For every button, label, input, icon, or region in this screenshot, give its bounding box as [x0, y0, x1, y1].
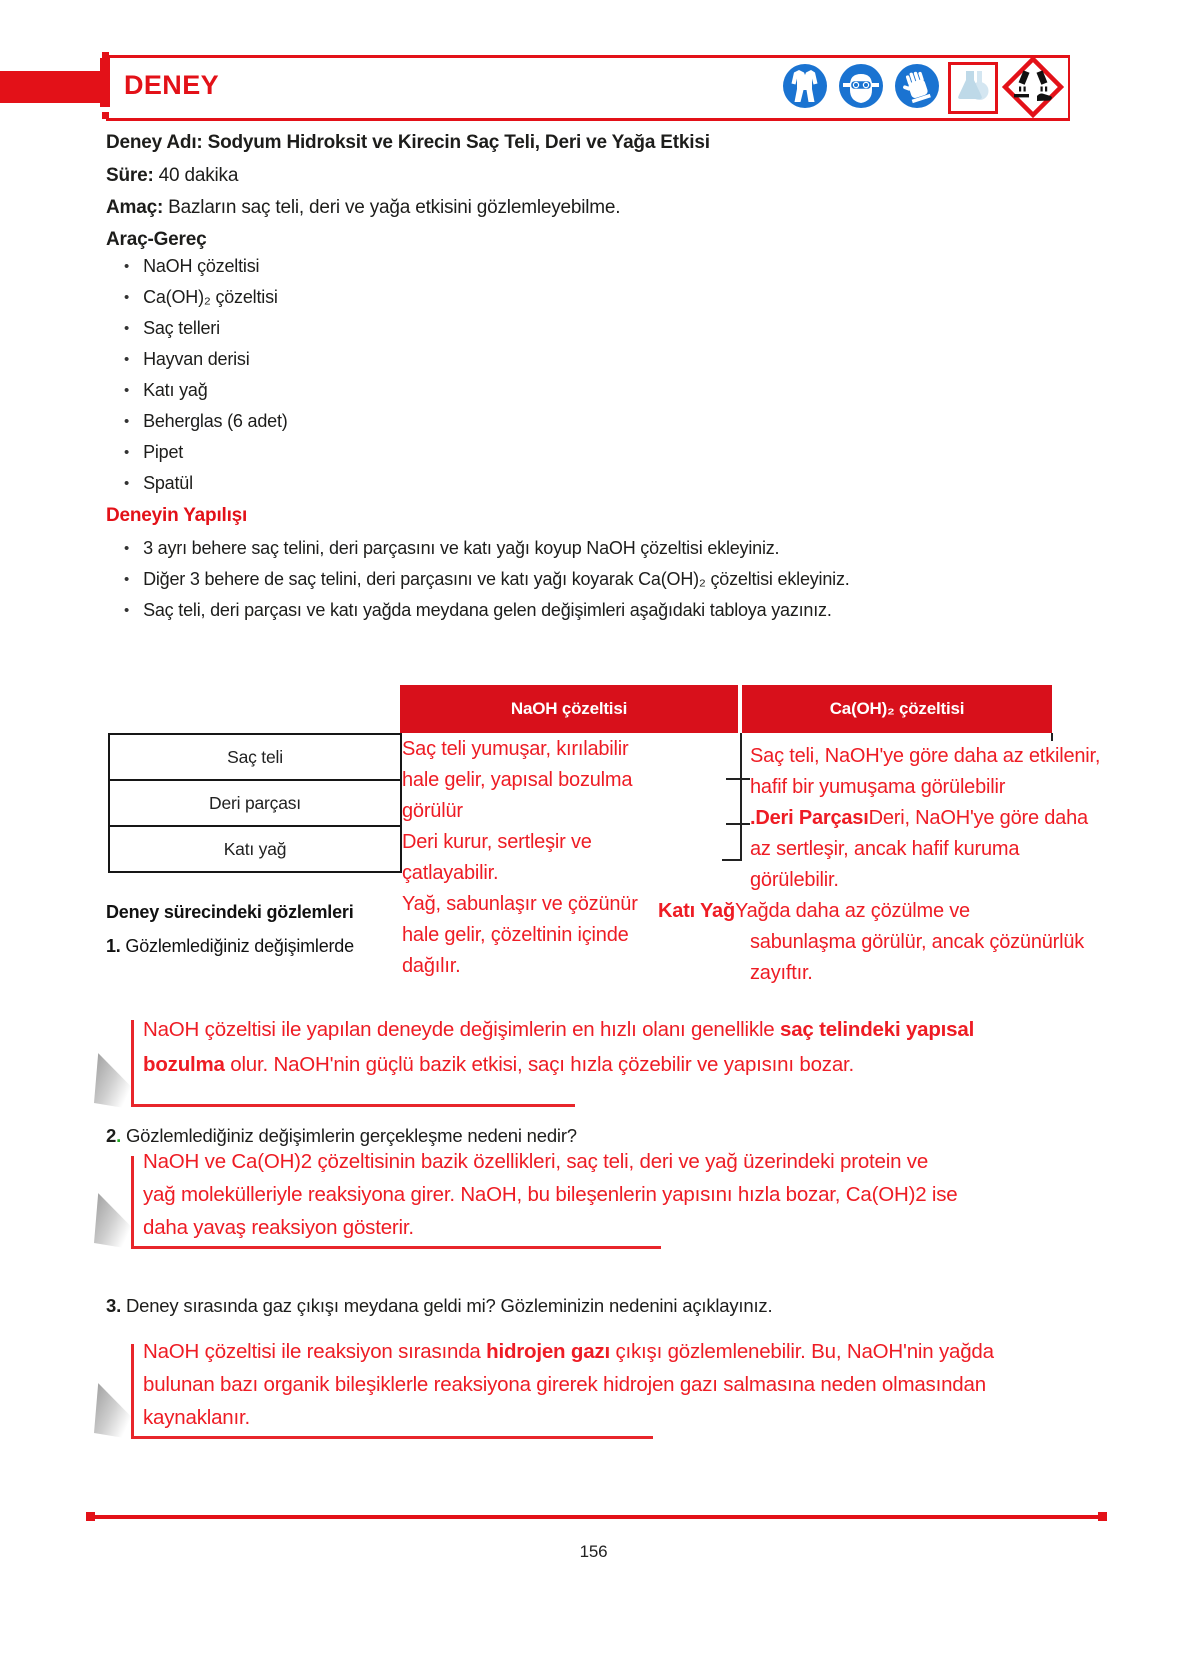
list-item: • NaOH çözeltisi	[124, 256, 259, 277]
table-answer-naoh	[402, 734, 670, 982]
answer-line: çatlayabilir.	[402, 858, 502, 889]
answer-box-3-text: NaOH çözeltisi ile reaksiyon sırasında hidrojen gazı çıkışı gözlemlenebilir. Bu, NaOH'nin yağda bulunan bazı organik bileşiklerle reaksiyona girerek hidrojen gazı salmasına neden olmasından kaynaklanır.	[143, 1340, 994, 1429]
answer-line: Saç teli, NaOH'ye göre daha az etkilenir,	[750, 741, 1104, 772]
purpose-label: Amaç:	[106, 197, 164, 218]
table-header-naoh: NaOH çözeltisi	[400, 685, 738, 733]
answer-line: hale gelir, çözeltinin içinde	[402, 920, 633, 951]
answer-line: sabunlaşma görülür, ancak çözünürlük	[750, 927, 1088, 958]
answer-box-1-shadow	[94, 1052, 136, 1110]
procedure-heading: Deneyin Yapılışı	[106, 505, 248, 526]
table-divider	[740, 733, 742, 861]
procedure-step: • Diğer 3 behere de saç telini, deri parçasını ve katı yağı koyarak Ca(OH)₂ çözeltisi ekleyiniz.	[124, 569, 850, 590]
protective-clothing-icon	[782, 63, 828, 114]
answer-line: .Deri ParçasıDeri, NaOH'ye göre daha	[750, 803, 1092, 834]
corrosive-hazard-icon	[1002, 56, 1064, 123]
answer-line: dağılır.	[402, 951, 464, 982]
answer-box-1-text: NaOH çözeltisi ile yapılan deneyde değişimlerin en hızlı olanı genellikle saç telindeki yapısal bozulma olur. NaOH'nin güçlü bazik etkisi, saçı hızla çözebilir ve yapısını bozar.	[143, 1018, 975, 1076]
list-item: • Spatül	[124, 473, 193, 494]
table-row-label: Deri parçası	[110, 779, 400, 825]
header-left-bar	[0, 71, 106, 103]
answer-line: zayıftır.	[750, 958, 817, 989]
page-number: 156	[579, 1542, 608, 1561]
answer-box-1-border-bottom	[131, 1104, 575, 1107]
answer-box-2-border-bottom	[131, 1246, 661, 1249]
answer-line: hale gelir, yapısal bozulma	[402, 765, 636, 796]
list-item: • Ca(OH)₂ çözeltisi	[124, 287, 278, 308]
table-header-caoh: Ca(OH)₂ çözeltisi	[742, 685, 1052, 733]
question-1-fragment: 1. Gözlemlediğiniz değişimlerde	[106, 936, 354, 956]
answer-box-3-border-bottom	[131, 1436, 653, 1439]
duration-value: 40 dakika	[153, 165, 239, 186]
answer-line: hafif bir yumuşama görülebilir	[750, 772, 1009, 803]
footer-rule	[90, 1515, 1103, 1519]
answer-line: görülebilir.	[750, 865, 843, 896]
materials-heading: Araç-Gereç	[106, 229, 207, 250]
glassware-icon	[948, 62, 998, 119]
answer-line: görülür	[402, 796, 467, 827]
eye-protection-icon	[838, 63, 884, 114]
protective-gloves-icon	[894, 63, 940, 114]
list-item: • Hayvan derisi	[124, 349, 250, 370]
table-row-label: Saç teli	[227, 747, 283, 767]
table-answer-caoh	[658, 741, 1182, 989]
table-row-labels	[108, 733, 402, 873]
procedure-step: • 3 ayrı behere saç telini, deri parçasını ve katı yağı koyup NaOH çözeltisi ekleyiniz.	[124, 538, 779, 559]
list-item: • Katı yağ	[124, 380, 208, 401]
table-row-label: Katı yağ	[110, 825, 400, 871]
answer-line: Yağ, sabunlaşır ve çözünür	[402, 889, 642, 920]
question-2: 2. Gözlemlediğiniz değişimlerin gerçekleşme nedeni nedir?	[106, 1125, 577, 1146]
footer-rule-cap-right	[1098, 1512, 1107, 1521]
answer-line: Deri kurur, sertleşir ve	[402, 827, 596, 858]
list-item: • Saç telleri	[124, 318, 220, 339]
purpose-value: Bazların saç teli, deri ve yağa etkisini gözlemleyebilme.	[163, 197, 621, 218]
answer-line: Saç teli yumuşar, kırılabilir	[402, 734, 633, 765]
page-title: DENEY	[124, 70, 220, 100]
list-item: • Beherglas (6 adet)	[124, 411, 288, 432]
answer-box-2-text: NaOH ve Ca(OH)2 çözeltisinin bazik özellikleri, saç teli, deri ve yağ üzerindeki protein ve yağ molekülleriyle reaksiyona girer. NaOH, bu bileşenlerin yapısını hızla bozar, Ca(OH)2 ise daha yavaş reaksiyon gösterir.	[143, 1150, 958, 1239]
footer-rule-cap-left	[86, 1512, 95, 1521]
purpose-line	[106, 195, 620, 220]
obscured-text-fragment: Deney sürecindeki gözlemleri	[106, 902, 354, 922]
duration-label: Süre:	[106, 165, 154, 186]
answer-line: Katı YağYağda daha az çözülme ve	[658, 896, 974, 927]
answer-box-3-shadow	[94, 1382, 136, 1440]
answer-line: az sertleşir, ancak hafif kuruma	[750, 834, 1023, 865]
table-grid-corner	[722, 859, 742, 861]
experiment-title: Deney Adı: Sodyum Hidroksit ve Kirecin Saç Teli, Deri ve Yağa Etkisi	[106, 132, 710, 153]
duration-line	[106, 163, 238, 188]
question-3: 3. Deney sırasında gaz çıkışı meydana geldi mi? Gözleminizin nedenini açıklayınız.	[106, 1295, 773, 1316]
procedure-step: • Saç teli, deri parçası ve katı yağda meydana gelen değişimleri aşağıdaki tabloya yazınız.	[124, 600, 832, 621]
answer-box-2-shadow	[94, 1192, 136, 1250]
list-item: • Pipet	[124, 442, 183, 463]
